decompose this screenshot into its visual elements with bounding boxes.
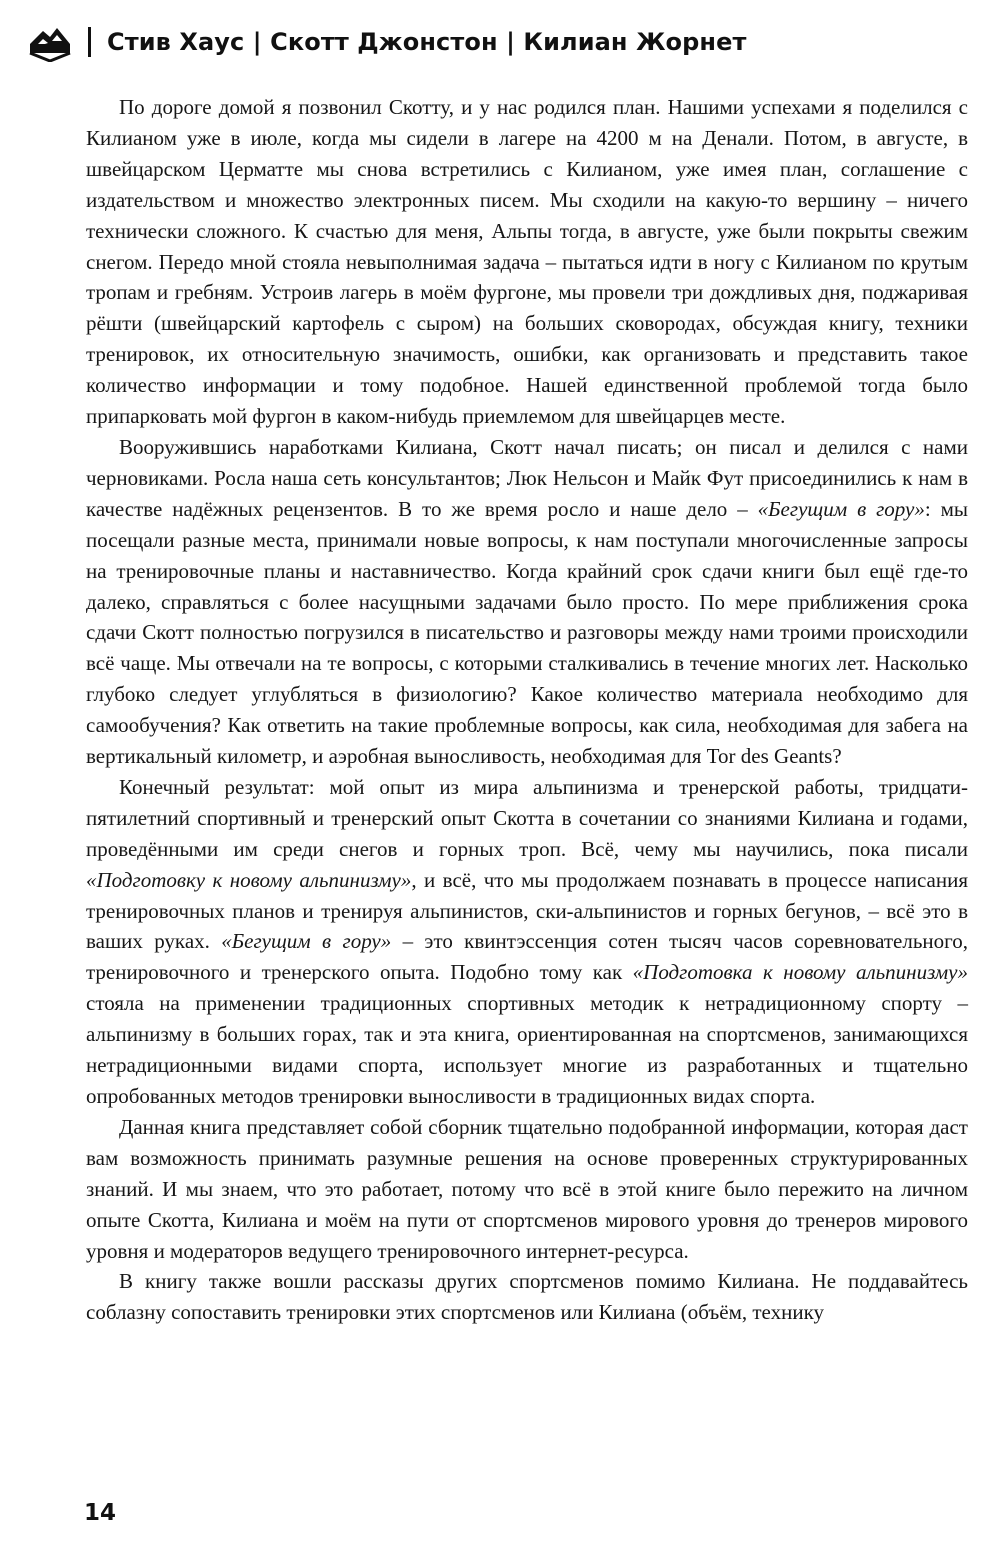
paragraph-5-text: В книгу также вошли рассказы других спортсменов помимо Килиана. Не поддавайтесь соблазну сопоставить тренировки этих спортсменов или Килиана (объём, технику: [86, 1269, 968, 1325]
paragraph-5: [86, 1266, 968, 1328]
book-title-new-alpinism: «Подготовку к новому альпинизму»: [86, 867, 412, 892]
running-header: [28, 22, 747, 62]
paragraph-3-text-b: , и всё, что мы продолжаем познавать в процессе написания тренировочных планов и тренируя альпинистов, ски-альпинистов и горных бегунов, – всё это в ваших руках.: [86, 867, 968, 954]
paragraph-1-text: По дороге домой я позвонил Скотту, и у нас родился план. Нашими успехами я поделился с Килианом уже в июле, когда мы сидели в лагере на 4200 м на Денали. Потом, в августе, в швейцарском Церматте мы снова встретились с Килианом, уже имея план, соглашение с издательством и множество электронных писем. Мы сходили на какую-то вершину – ничего технически сложного. К счастью для меня, Альпы тогда, в августе, уже были покрыты свежим снегом. Передо мной стояла невыполнимая задача – пытаться идти в ногу с Килианом по крутым тропам и гребням. Устроив лагерь в моём фургоне, мы провели три дождливых дня, поджаривая рёшти (швейцарский картофель с сыром) на больших сковородах, обсуждая книгу, техники тренировок, их относительную значимость, ошибки, как организовать и представить такое количество информации и тому подобное. Нашей единственной проблемой тогда было припарковать мой фургон в каком-нибудь приемлемом для швейцарцев месте.: [86, 95, 968, 429]
paragraph-2-text-a: Вооружившись наработками Килиана, Скотт начал писать; он писал и делился с нами черновиками. Росла наша сеть консультантов; Люк Нельсон и Майк Фут присоединились к нам в качестве надёжных рецензентов. В то же время росло и наше дело –: [86, 434, 968, 521]
paragraph-3-text-c: – это квинтэссенция сотен тысяч часов соревновательного, тренировочного и тренерского опыта. Подобно тому как: [86, 929, 969, 985]
body-text: [86, 92, 968, 1328]
paragraph-1: [86, 92, 968, 432]
book-title-new-alpinism-2: «Подготовка к новому альпинизму»: [632, 960, 968, 985]
book-title-running-uphill-2: «Бегущим в гору»: [221, 929, 392, 954]
paragraph-3-text-d: стояла на применении традиционных спортивных методик к нетрадиционному спорту – альпинизму в больших горах, так и эта книга, ориентированная на спортсменов, занимающихся нетрадиционными видами спорта, использует многие из разработанных и тщательно опробованных методов тренировки выносливости в традиционных видах спорта.: [86, 991, 968, 1108]
header-divider: [88, 27, 91, 57]
paragraph-2-text-b: : мы посещали разные места, принимали новые вопросы, к нам поступали многочисленные запросы на тренировочные планы и наставничество. Когда крайний срок сдачи книги был ещё где-то далеко, справляться с более насущными задачами было просто. По мере приближения срока сдачи Скотт полностью погрузился в писательство и разговоры между нами троими происходили всё чаще. Мы отвечали на те вопросы, с которыми сталкивались в течение многих лет. Насколько глубоко следует углубляться в физиологию? Какое количество материала необходимо для самообучения? Как ответить на такие проблемные вопросы, как сила, необходимая для забега на вертикальный километр, и аэробная выносливость, необходимая для Tor des Geants?: [86, 496, 969, 769]
paragraph-2: [86, 432, 968, 772]
mountain-logo-icon: [28, 22, 72, 62]
paragraph-3-text-a: Конечный результат: мой опыт из мира альпинизма и тренерской работы, тридцатипятилетний спортивный и тренерский опыт Скотта в сочетании со знаниями Килиана и годами, проведёнными им среди снегов и горных троп. Всё, чему мы научились, пока писали: [86, 774, 968, 861]
paragraph-4-text: Данная книга представляет собой сборник тщательно подобранной информации, которая даст вам возможность принимать разумные решения на основе проверенных структурированных знаний. И мы знаем, что это работает, потому что всё в этой книге было пережито на личном опыте Скотта, Килиана и моём на пути от спортсменов мирового уровня до тренеров мирового уровня и модераторов ведущего тренировочного интернет-ресурса.: [86, 1114, 968, 1263]
book-title-running-uphill: «Бегущим в гору»: [757, 496, 925, 521]
page-number: 14: [84, 1500, 117, 1526]
header-authors: Стив Хаус | Скотт Джонстон | Килиан Жорнет: [107, 28, 747, 56]
paragraph-3: [86, 772, 968, 1112]
paragraph-4: [86, 1112, 968, 1267]
